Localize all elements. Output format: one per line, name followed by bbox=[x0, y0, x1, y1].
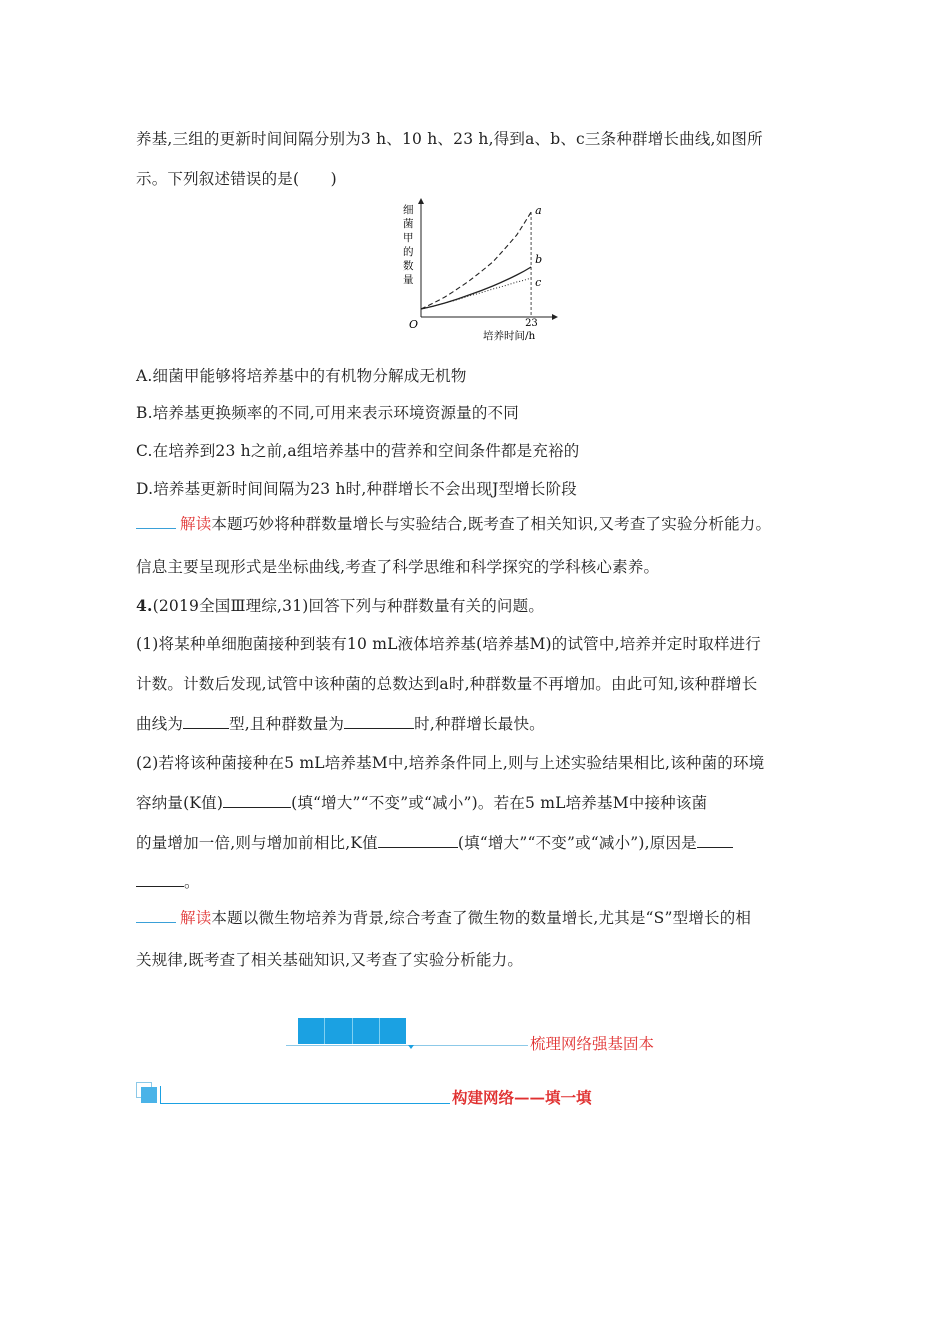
q4-part1-line3: 曲线为 型,且种群数量为 时,种群增长最快。 bbox=[136, 715, 545, 733]
origin-label: O bbox=[409, 318, 419, 331]
question-source: (2019全国Ⅲ理综,31)回答下列与种群数量有关的问题。 bbox=[152, 597, 545, 615]
note-marker-line bbox=[136, 910, 176, 923]
y-axis-label-char: 菌 bbox=[403, 218, 414, 230]
y-axis-label-char: 数 bbox=[403, 260, 414, 272]
reading-note-1-cont: 信息主要呈现形式是坐标曲线,考查了科学思维和科学探究的学科核心素养。 bbox=[136, 558, 660, 576]
answer-blank-3[interactable] bbox=[223, 793, 291, 808]
option-b: B.培养基更换频率的不同,可用来表示环境资源量的不同 bbox=[136, 404, 519, 422]
banner-title: 梳理网络强基固本 bbox=[530, 1035, 655, 1053]
series-c-curve bbox=[421, 278, 531, 309]
reading-tag: 解读 bbox=[180, 515, 212, 533]
q4-part1-line1: (1)将某种单细胞菌接种到装有10 mL液体培养基(培养基M)的试管中,培养并定时取样进行 bbox=[136, 635, 761, 653]
x-tick-23: 23 bbox=[525, 318, 538, 329]
banner-blocks bbox=[298, 1018, 406, 1044]
reading-text: 本题以微生物培养为背景,综合考查了微生物的数量增长,尤其是“S”型增长的相 bbox=[211, 909, 752, 927]
option-a: A.细菌甲能够将培养基中的有机物分解成无机物 bbox=[136, 367, 467, 385]
series-b-curve bbox=[421, 267, 531, 309]
series-b-label: b bbox=[535, 253, 543, 266]
q4-part1-line2: 计数。计数后发现,试管中该种菌的总数达到a时,种群数量不再增加。由此可知,该种群增长 bbox=[136, 675, 758, 693]
y-axis-label-char: 细 bbox=[403, 204, 414, 216]
y-axis-label-char: 甲 bbox=[403, 232, 414, 244]
answer-blank-5b[interactable] bbox=[136, 872, 184, 887]
q4-part2-line4: 。 bbox=[136, 872, 200, 892]
filled-square-icon bbox=[141, 1087, 157, 1103]
answer-blank-1[interactable] bbox=[183, 714, 229, 729]
growth-curve-chart bbox=[395, 195, 565, 345]
series-c-label: c bbox=[535, 276, 542, 289]
subsection-title: 构建网络——填一填 bbox=[452, 1088, 592, 1107]
subsection-underline bbox=[160, 1103, 450, 1104]
y-axis-label-char: 量 bbox=[403, 274, 414, 286]
question3-stem-line1: 养基,三组的更新时间间隔分别为3 h、10 h、23 h,得到a、b、c三条种群增长曲线,如图所 bbox=[136, 130, 763, 148]
reading-text: 本题巧妙将种群数量增长与实验结合,既考查了相关知识,又考查了实验分析能力。 bbox=[211, 515, 772, 533]
reading-note-1 bbox=[136, 514, 771, 534]
reading-note-2 bbox=[136, 908, 751, 928]
question3-stem-line2: 示。下列叙述错误的是( ) bbox=[136, 170, 337, 188]
option-d: D.培养基更新时间间隔为23 h时,种群增长不会出现J型增长阶段 bbox=[136, 480, 577, 498]
question4-header bbox=[136, 596, 544, 616]
q4-part2-line2: 容纳量(K值) (填“增大”“不变”或“减小”)。若在5 mL培养基M中接种该菌 bbox=[136, 794, 708, 812]
q4-part2-line1: (2)若将该种菌接种在5 mL培养基M中,培养条件同上,则与上述实验结果相比,该种菌的环境 bbox=[136, 754, 765, 772]
answer-blank-5a[interactable] bbox=[697, 833, 733, 848]
subsection-header bbox=[136, 1082, 616, 1110]
banner-underline bbox=[286, 1045, 528, 1046]
section-banner bbox=[286, 1016, 666, 1052]
question-number: 4. bbox=[136, 596, 153, 615]
series-a-label: a bbox=[535, 204, 542, 217]
y-axis-label bbox=[403, 204, 414, 286]
answer-blank-4[interactable] bbox=[378, 833, 458, 848]
x-axis-label: 培养时间/h bbox=[483, 330, 536, 342]
reading-tag: 解读 bbox=[180, 909, 212, 927]
option-c: C.在培养到23 h之前,a组培养基中的营养和空间条件都是充裕的 bbox=[136, 442, 580, 460]
q4-part2-line3: 的量增加一倍,则与增加前相比,K值 (填“增大”“不变”或“减小”),原因是 bbox=[136, 833, 733, 853]
reading-note-2-cont: 关规律,既考查了相关基础知识,又考查了实验分析能力。 bbox=[136, 951, 524, 969]
answer-blank-2[interactable] bbox=[344, 714, 414, 729]
banner-pointer-icon bbox=[408, 1045, 414, 1049]
note-marker-line bbox=[136, 516, 176, 529]
y-axis-label-char: 的 bbox=[403, 246, 414, 258]
